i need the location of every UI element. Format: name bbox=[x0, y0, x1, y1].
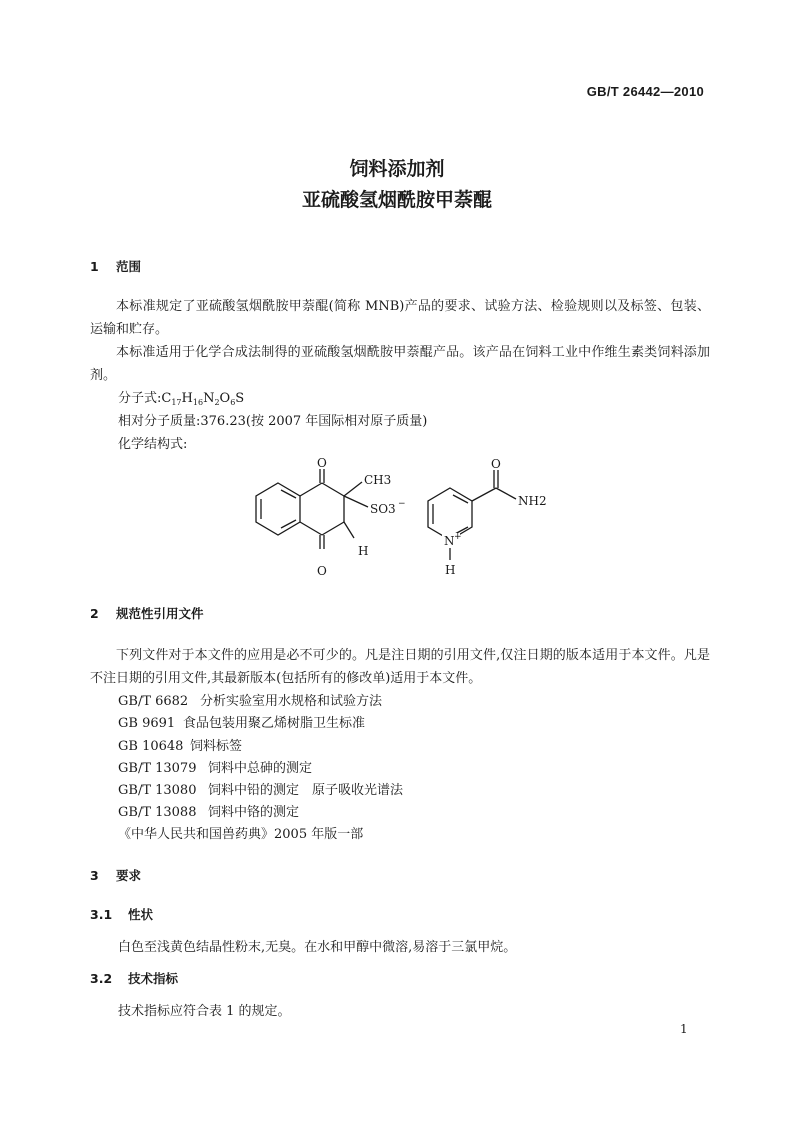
reference-item bbox=[118, 801, 299, 820]
nitrogen-hydrogen: H bbox=[445, 563, 456, 577]
hydrogen-atom: H bbox=[358, 544, 369, 558]
amino-group: NH2 bbox=[518, 494, 547, 508]
section-2-intro bbox=[90, 644, 710, 690]
methyl-group: CH3 bbox=[364, 473, 392, 487]
pyridinium-nitrogen: N bbox=[444, 534, 455, 548]
reference-code: GB/T 13080 bbox=[118, 783, 197, 798]
standard-code: GB/T 26442—2010 bbox=[586, 84, 704, 99]
mass-label: 相对分子质量: bbox=[118, 414, 201, 429]
reference-title: 《中华人民共和国兽药典》2005 年版一部 bbox=[118, 827, 364, 842]
reference-code: GB/T 6682 bbox=[118, 694, 189, 709]
reference-title: 分析实验室用水规格和试验方法 bbox=[200, 694, 383, 709]
formula-label: 分子式: bbox=[118, 391, 162, 406]
section-title: 规范性引用文件 bbox=[116, 606, 204, 621]
reference-title: 食品包装用聚乙烯树脂卫生标准 bbox=[183, 716, 366, 731]
section-title: 要求 bbox=[116, 868, 142, 883]
subsection-3-2-heading bbox=[90, 969, 178, 987]
paragraph: 下列文件对于本文件的应用是必不可少的。凡是注日期的引用文件,仅注日期的版本适用于本文件。凡是不注日期的引用文件,其最新版本(包括所有的修改单)适用于本文件。 bbox=[90, 648, 710, 686]
reference-item bbox=[118, 779, 403, 798]
reference-title: 饲料中铬的测定 bbox=[208, 805, 300, 820]
technical-index-text: 技术指标应符合表 1 的规定。 bbox=[118, 1004, 291, 1019]
reference-item bbox=[118, 823, 363, 842]
reference-item bbox=[118, 757, 312, 776]
properties-text: 白色至浅黄色结晶性粉末,无臭。在水和甲醇中微溶,易溶于三氯甲烷。 bbox=[118, 940, 517, 955]
subsection-title: 性状 bbox=[128, 907, 154, 922]
section-1-body bbox=[90, 295, 710, 387]
pyridinium-charge: + bbox=[454, 532, 462, 542]
paragraph: 本标准规定了亚硫酸氢烟酰胺甲萘醌(简称 MNB)产品的要求、试验方法、检验规则以及标签、包装、运输和贮存。 bbox=[90, 299, 710, 337]
reference-code: GB/T 13088 bbox=[118, 805, 197, 820]
reference-code: GB 9691 bbox=[118, 716, 176, 731]
section-1-heading bbox=[90, 257, 141, 275]
document-title-line2: 亚硫酸氢烟酰胺甲萘醌 bbox=[301, 190, 492, 211]
page-number: 1 bbox=[680, 1022, 688, 1036]
sulfonate-charge: − bbox=[398, 499, 406, 509]
chemical-structure bbox=[240, 452, 560, 582]
carbonyl-oxygen-top: O bbox=[317, 456, 327, 470]
structure-label: 化学结构式: bbox=[118, 437, 188, 452]
section-number: 3 bbox=[90, 868, 99, 883]
reference-code: GB/T 13079 bbox=[118, 761, 197, 776]
molecular-formula bbox=[118, 387, 244, 407]
reference-title: 饲料中总砷的测定 bbox=[208, 761, 313, 776]
mass-value: 376.23(按 2007 年国际相对原子质量) bbox=[200, 414, 428, 429]
reference-title: 饲料中铅的测定 原子吸收光谱法 bbox=[208, 783, 404, 798]
molecular-mass bbox=[118, 410, 427, 429]
sulfonate-group: SO3 bbox=[370, 502, 396, 516]
document-title-line1: 饲料添加剂 bbox=[349, 159, 445, 180]
subsection-3-1-heading bbox=[90, 905, 153, 923]
reference-item bbox=[118, 735, 242, 754]
section-3-heading bbox=[90, 866, 141, 884]
subsection-number: 3.1 bbox=[90, 907, 113, 922]
carbonyl-oxygen-bottom: O bbox=[317, 564, 327, 578]
reference-code: GB 10648 bbox=[118, 739, 184, 754]
subsection-number: 3.2 bbox=[90, 971, 113, 986]
amide-oxygen: O bbox=[491, 457, 501, 471]
reference-item bbox=[118, 690, 382, 709]
formula-value: $C_{17}H_{16}N_2O_6S$ bbox=[161, 391, 245, 407]
section-number: 1 bbox=[90, 259, 99, 274]
reference-item bbox=[118, 712, 365, 731]
paragraph: 本标准适用于化学合成法制得的亚硫酸氢烟酰胺甲萘醌产品。该产品在饲料工业中作维生素类饲料添加剂。 bbox=[90, 345, 710, 383]
section-2-heading bbox=[90, 604, 204, 622]
reference-title: 饲料标签 bbox=[190, 739, 243, 754]
section-number: 2 bbox=[90, 606, 99, 621]
subsection-title: 技术指标 bbox=[128, 971, 179, 986]
section-title: 范围 bbox=[116, 259, 142, 274]
